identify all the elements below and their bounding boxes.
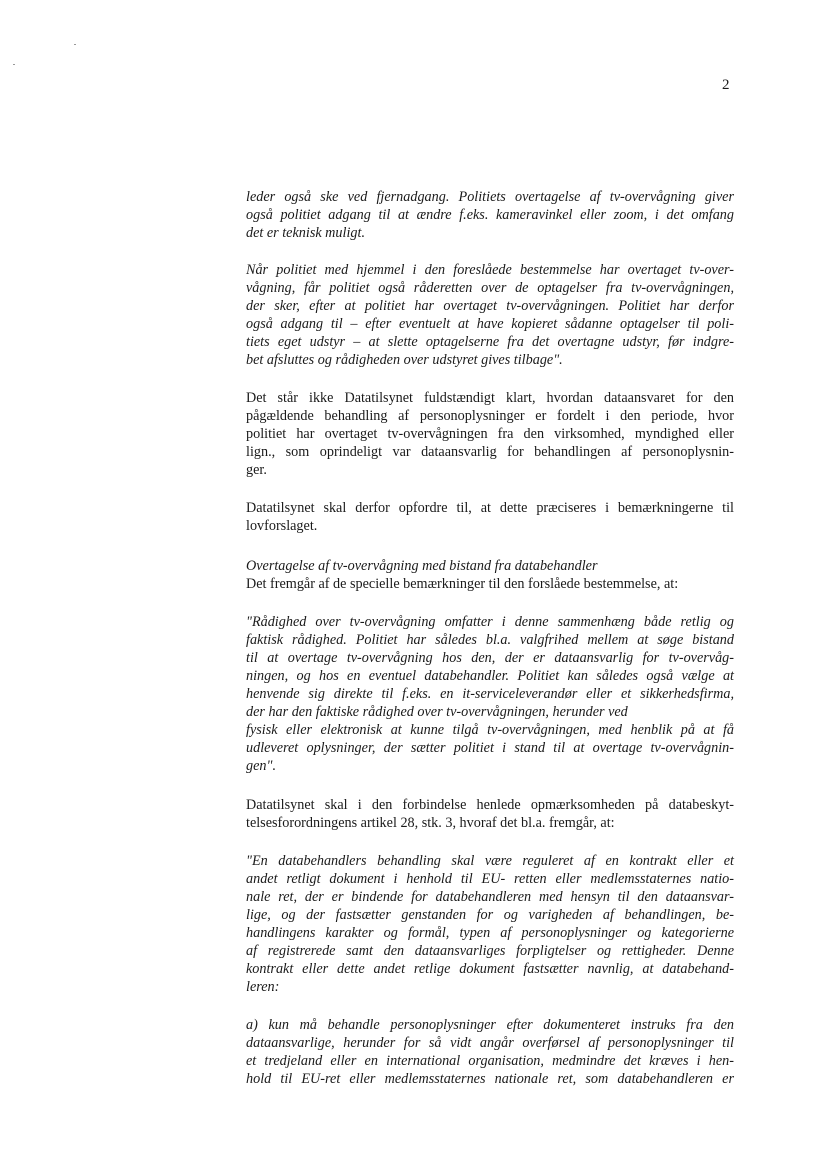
text-line: faktisk rådighed. Politiet har således bl.a. valgfrihed mellem at søge bistand xyxy=(246,632,734,648)
text-line: udleveret oplysninger, der sætter politiet i stand til at overtage tv-overvågnin- xyxy=(246,740,734,756)
quote-paragraph xyxy=(246,261,734,369)
text-line: til at overtage tv-overvågning hos den, der er dataansvarlig for tv-overvåg- xyxy=(246,650,734,666)
text-line: kontrakt eller dette andet retlige dokument fastsætter navnlig, at databehand- xyxy=(246,961,734,977)
quote-paragraph xyxy=(246,852,734,996)
page-number: 2 xyxy=(722,77,730,93)
text-line: bet afsluttes og rådigheden over udstyret gives tilbage". xyxy=(246,352,563,368)
text-line: hold til EU-ret eller medlemsstaternes nationale ret, som databehandleren er xyxy=(246,1071,734,1087)
text-line: "Rådighed over tv-overvågning omfatter i denne sammenhæng både retlig og xyxy=(246,614,734,630)
text-line: vågning, får politiet også råderetten over de optagelser fra tv-overvågningen, xyxy=(246,280,734,296)
text-line: telsesforordningens artikel 28, stk. 3, hvoraf det bl.a. fremgår, at: xyxy=(246,815,615,831)
text-line: ningen, og hos en eventuel databehandler. Politiet kan således også vælge at xyxy=(246,668,734,684)
text-line: andet retligt dokument i henhold til EU- retten eller medlemsstaternes natio- xyxy=(246,871,734,887)
text-line: leder også ske ved fjernadgang. Politiets overtagelse af tv-overvågning giver xyxy=(246,189,734,205)
body-paragraph xyxy=(246,389,734,479)
text-line: Det står ikke Datatilsynet fuldstændigt klart, hvordan dataansvaret for den xyxy=(246,390,734,406)
text-line: lign., som oprindeligt var dataansvarlig for behandlingen af personoplysnin- xyxy=(246,444,734,460)
text-line: af registrerede samt den dataansvarliges forpligtelser og rettigheder. Denne xyxy=(246,943,734,959)
text-line: et tredjeland eller en international organisation, medmindre det kræves i hen- xyxy=(246,1053,734,1069)
text-line: pågældende behandling af personoplysninger er fordelt i den periode, hvor xyxy=(246,408,734,424)
quote-continuation xyxy=(246,188,734,242)
text-line: dataansvarlige, herunder for så vidt angår overførsel af personoplysninger til xyxy=(246,1035,734,1051)
scan-speck xyxy=(74,44,76,45)
text-line: Når politiet med hjemmel i den foreslåede bestemmelse har overtaget tv-over- xyxy=(246,262,734,278)
text-line: handlingens karakter og formål, typen af personoplysninger og kategorierne xyxy=(246,925,734,941)
text-line: tiets eget udstyr – at slette optagelserne fra det overtagne udstyr, før indgre- xyxy=(246,334,734,350)
text-line: "En databehandlers behandling skal være reguleret af en kontrakt eller et xyxy=(246,853,734,869)
text-line: henvende sig direkte til f.eks. en it-serviceleverandør eller et sikkerhedsfirma, xyxy=(246,686,734,702)
text-line: Datatilsynet skal derfor opfordre til, at dette præciseres i bemærkningerne til xyxy=(246,500,734,516)
text-line: lige, og der fastsætter genstanden for og varigheden af behandlingen, be- xyxy=(246,907,734,923)
text-line: lovforslaget. xyxy=(246,518,318,534)
text-line: ger. xyxy=(246,462,267,478)
text-line: det er teknisk muligt. xyxy=(246,225,365,241)
text-line: også adgang til – efter eventuelt at have kopieret sådanne optagelser til poli- xyxy=(246,316,734,332)
text-line: politiet har overtaget tv-overvågningen fra den virksomhed, myndighed eller xyxy=(246,426,734,442)
document-body xyxy=(246,188,734,1088)
text-line: Det fremgår af de specielle bemærkninger til den forslåede bestemmelse, at: xyxy=(246,576,679,592)
quote-list-item xyxy=(246,1016,734,1088)
text-line: der har den faktiske rådighed over tv-overvågningen, herunder ved xyxy=(246,704,628,720)
text-line: fysisk eller elektronisk at kunne tilgå tv-overvågningen, med henblik på at få xyxy=(246,722,734,738)
text-line: nale ret, der er bindende for databehandleren med hensyn til den dataansvar- xyxy=(246,889,734,905)
text-line: Datatilsynet skal i den forbindelse henlede opmærksomheden på databeskyt- xyxy=(246,797,734,813)
body-paragraph xyxy=(246,499,734,535)
text-line: gen". xyxy=(246,758,276,774)
text-line: leren: xyxy=(246,979,280,995)
text-line: også politiet adgang til at ændre f.eks. kameravinkel eller zoom, i det omfang xyxy=(246,207,734,223)
section-paragraph xyxy=(246,557,734,593)
text-line: der sker, efter at politiet har overtaget tv-overvågningen. Politiet har derfor xyxy=(246,298,734,314)
section-heading: Overtagelse af tv-overvågning med bistand fra databehandler xyxy=(246,558,598,574)
body-paragraph xyxy=(246,796,734,832)
text-line: a) kun må behandle personoplysninger efter dokumenteret instruks fra den xyxy=(246,1017,734,1033)
scan-speck xyxy=(13,64,15,65)
quote-paragraph xyxy=(246,613,734,775)
